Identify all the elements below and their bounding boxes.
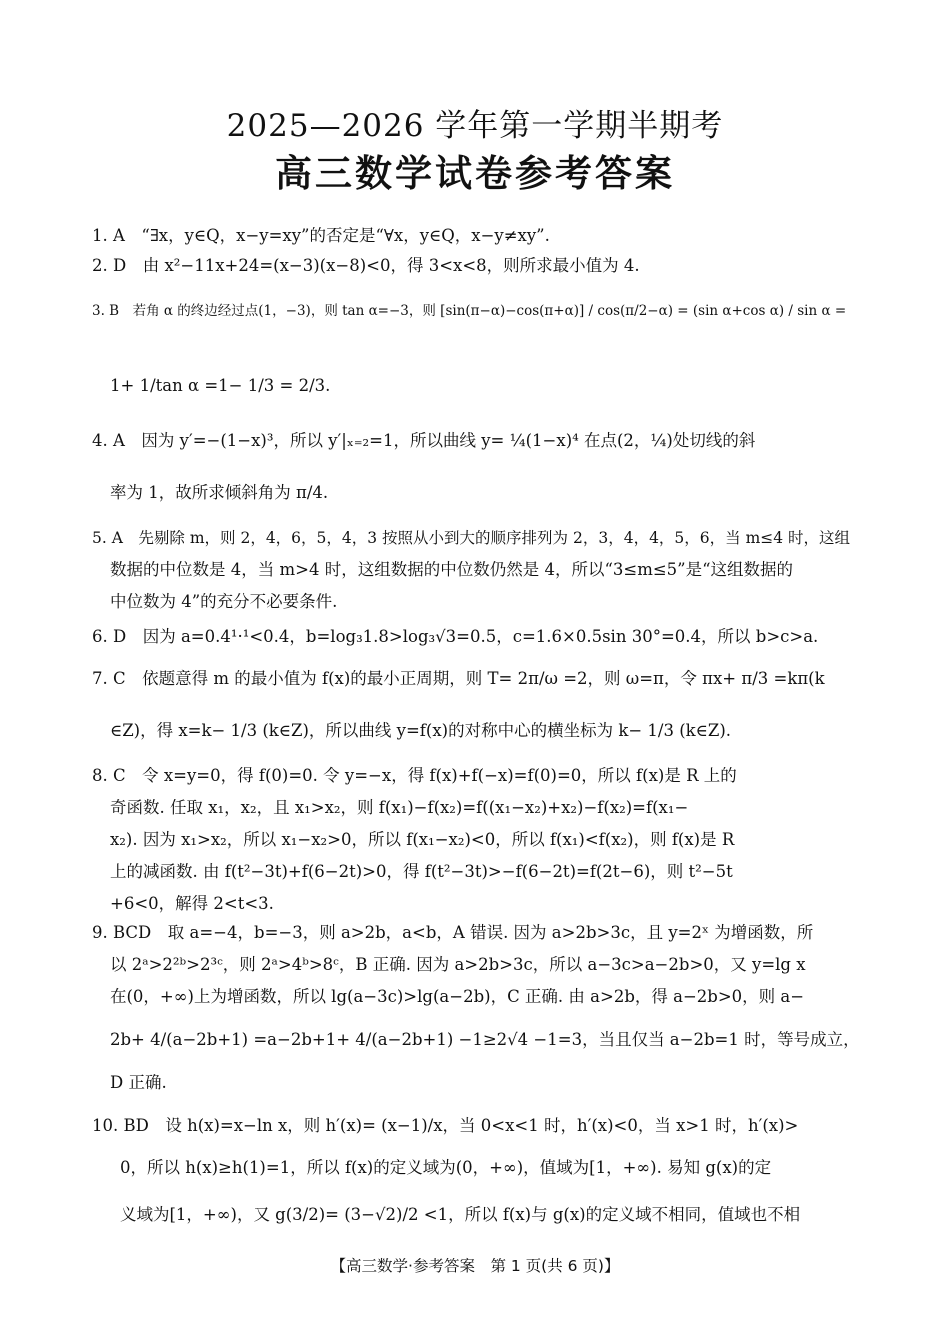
- answer-line: 3. B 若角 α 的终边经过点(1，−3)，则 tan α=−3，则 [sin(π−α)−cos(π+α)] / cos(π/2−α) = (sin α+cos α) / sin α =: [92, 303, 847, 319]
- answer-line: 6. D 因为 a=0.4¹·¹<0.4，b=log₃1.8>log₃√3=0.5，c=1.6×0.5sin 30°=0.4，所以 b>c>a.: [92, 627, 819, 646]
- answer-line: +6<0，解得 2<t<3.: [110, 894, 274, 913]
- answer-line: x₂). 因为 x₁>x₂，所以 x₁−x₂>0，所以 f(x₁−x₂)<0，所以 f(x₁)<f(x₂)，则 f(x)是 R: [110, 830, 735, 849]
- answer-line: 0，所以 h(x)≥h(1)=1，所以 f(x)的定义域为(0，+∞)，值域为[1，+∞). 易知 g(x)的定: [120, 1158, 772, 1177]
- answer-line: 中位数为 4”的充分不必要条件.: [110, 592, 338, 611]
- answer-line: 义域为[1，+∞)，又 g(3/2)= (3−√2)/2 <1，所以 f(x)与 g(x)的定义域不相同，值域也不相: [120, 1205, 801, 1224]
- answer-line: 以 2ᵃ>2²ᵇ>2³ᶜ，则 2ᵃ>4ᵇ>8ᶜ，B 正确. 因为 a>2b>3c，所以 a−3c>a−2b>0，又 y=lg x: [110, 955, 806, 974]
- answer-line: 5. A 先剔除 m，则 2，4，6，5，4，3 按照从小到大的顺序排列为 2，3，4，4，5，6，当 m≤4 时，这组: [92, 529, 851, 547]
- answer-line: 奇函数. 任取 x₁，x₂，且 x₁>x₂，则 f(x₁)−f(x₂)=f((x₁−x₂)+x₂)−f(x₂)=f(x₁−: [110, 798, 689, 817]
- answer-line: 7. C 依题意得 m 的最小值为 f(x)的最小正周期，则 T= 2π/ω =2，则 ω=π，令 πx+ π/3 =kπ(k: [92, 669, 825, 688]
- answer-line: 数据的中位数是 4，当 m>4 时，这组数据的中位数仍然是 4，所以“3≤m≤5”是“这组数据的: [110, 560, 794, 579]
- answer-line: 8. C 令 x=y=0，得 f(0)=0. 令 y=−x，得 f(x)+f(−x)=f(0)=0，所以 f(x)是 R 上的: [92, 766, 737, 785]
- answer-line: 1+ 1/tan α =1− 1/3 = 2/3.: [110, 376, 331, 395]
- answer-line: 4. A 因为 y′=−(1−x)³，所以 y′|ₓ₌₂=1，所以曲线 y= ¼(1−x)⁴ 在点(2，¼)处切线的斜: [92, 431, 756, 450]
- page-title: 高三数学试卷参考答案: [275, 152, 675, 195]
- answer-line: D 正确.: [110, 1073, 167, 1092]
- answer-line: ∈Z)，得 x=k− 1/3 (k∈Z)，所以曲线 y=f(x)的对称中心的横坐标为 k− 1/3 (k∈Z).: [110, 721, 731, 740]
- answer-line: 9. BCD 取 a=−4，b=−3，则 a>2b，a<b，A 错误. 因为 a>2b>3c，且 y=2ˣ 为增函数，所: [92, 923, 814, 942]
- page-footer: 【高三数学·参考答案 第 1 页(共 6 页)】: [330, 1257, 620, 1275]
- exam-header-line: 2025—2026 学年第一学期半期考: [226, 108, 724, 144]
- answer-line: 2b+ 4/(a−2b+1) =a−2b+1+ 4/(a−2b+1) −1≥2√4 −1=3，当且仅当 a−2b=1 时，等号成立，: [110, 1030, 860, 1049]
- answer-line: 率为 1，故所求倾斜角为 π/4.: [110, 483, 329, 502]
- answer-line: 上的减函数. 由 f(t²−3t)+f(6−2t)>0，得 f(t²−3t)>−f(6−2t)=f(2t−6)，则 t²−5t: [110, 862, 733, 881]
- answer-line: 2. D 由 x²−11x+24=(x−3)(x−8)<0，得 3<x<8，则所求最小值为 4.: [92, 256, 640, 275]
- answer-line: 在(0，+∞)上为增函数，所以 lg(a−3c)>lg(a−2b)，C 正确. 由 a>2b，得 a−2b>0，则 a−: [110, 987, 805, 1006]
- answer-line: 1. A “∃x，y∈Q，x−y=xy”的否定是“∀x，y∈Q，x−y≠xy”.: [92, 226, 550, 245]
- answer-line: 10. BD 设 h(x)=x−ln x，则 h′(x)= (x−1)/x，当 0<x<1 时，h′(x)<0，当 x>1 时，h′(x)>: [92, 1116, 799, 1135]
